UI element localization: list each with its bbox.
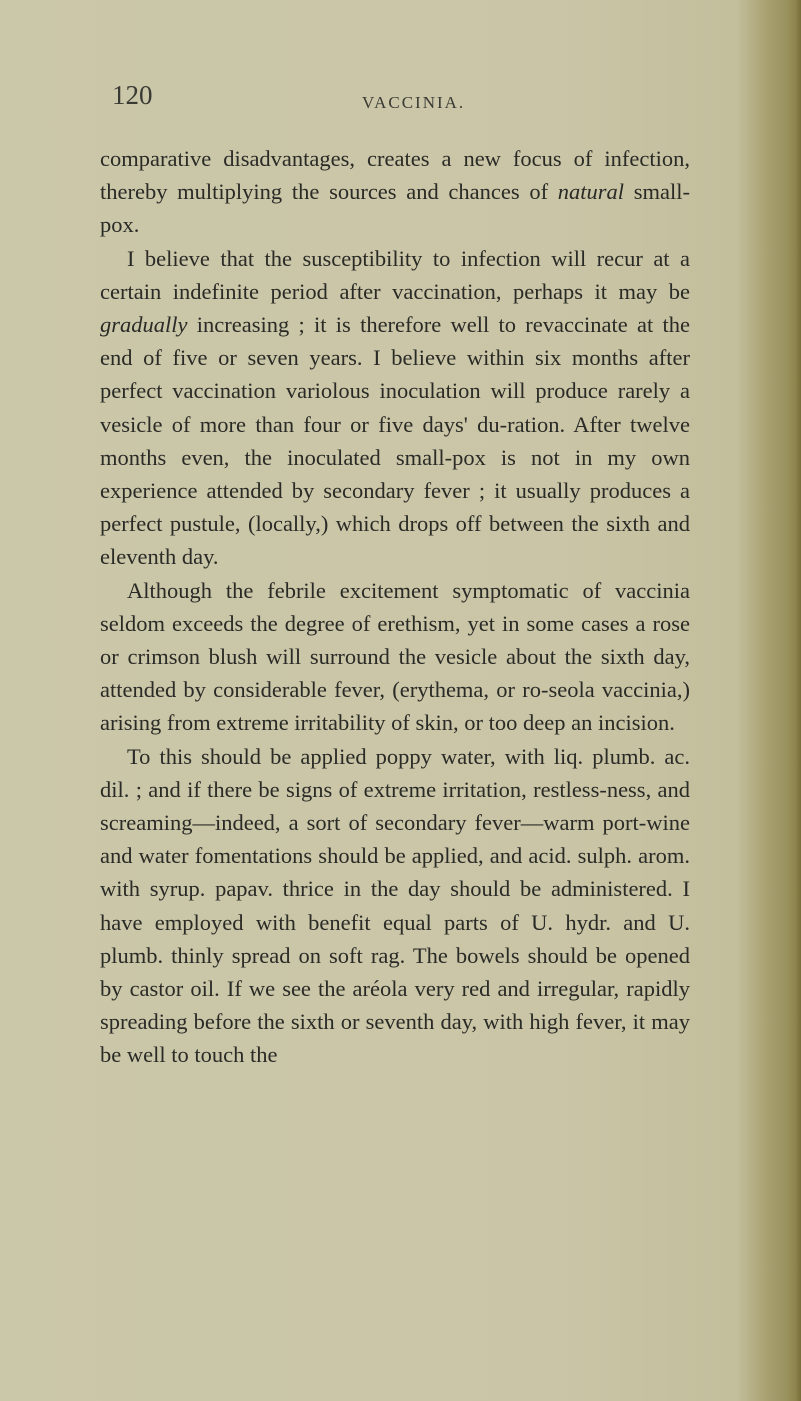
paragraph-4: To this should be applied poppy water, with liq. plumb. ac. dil. ; and if there be signs of extreme irritation, restless-ness, and screaming—indeed, a sort of secondary fever—warm port-wine and water fomentations should be applied, and acid. sulph. arom. with syrup. papav. thrice in the day should be administered. I have employed with benefit equal parts of U. hydr. and U. plumb. thinly spread on soft rag. The bowels should be opened by castor oil. If we see the aréola very red and irregular, rapidly spreading before the sixth or seventh day, with high fever, it may be well to touch the [100, 743, 690, 1068]
page-edge-shadow [787, 0, 801, 1401]
italic-natural: natural [557, 179, 625, 205]
paragraph-1 [100, 142, 690, 242]
page-number: 120 [112, 80, 153, 110]
italic-gradually: gradually [100, 312, 188, 338]
body-text [100, 142, 690, 1072]
paragraph-2-part-2: increasing ; it is therefore well to revaccinate at the end of five or seven years. I believe within six months after perfect vaccination variolous inoculation will produce rarely a vesicle of more than four or five days' du-ration. After twelve months even, the inoculated small-pox is not in my own experience attended by secondary fever ; it usually produces a perfect pustule, (locally,) which drops off between the sixth and eleventh day. [100, 312, 690, 570]
paragraph-1-part-2: small-pox. [100, 179, 690, 238]
running-head: VACCINIA. [362, 93, 466, 112]
paragraph-3: Although the febrile excitement symptomatic of vaccinia seldom exceeds the degree of erethism, yet in some cases a rose or crimson blush will surround the vesicle about the sixth day, attended by considerable fever, (erythema, or ro-seola vaccinia,) arising from extreme irritability of skin, or too deep an incision. [100, 577, 690, 736]
page-header [112, 80, 692, 120]
paragraph-1-part-1: comparative disadvantages, creates a new focus of infection, thereby multiplying the sources and chances of [100, 146, 690, 205]
paragraph-2-part-1: I believe that the susceptibility to infection will recur at a certain indefinite period after vaccination, perhaps it may be [100, 245, 690, 304]
paragraph-2 [100, 242, 690, 574]
